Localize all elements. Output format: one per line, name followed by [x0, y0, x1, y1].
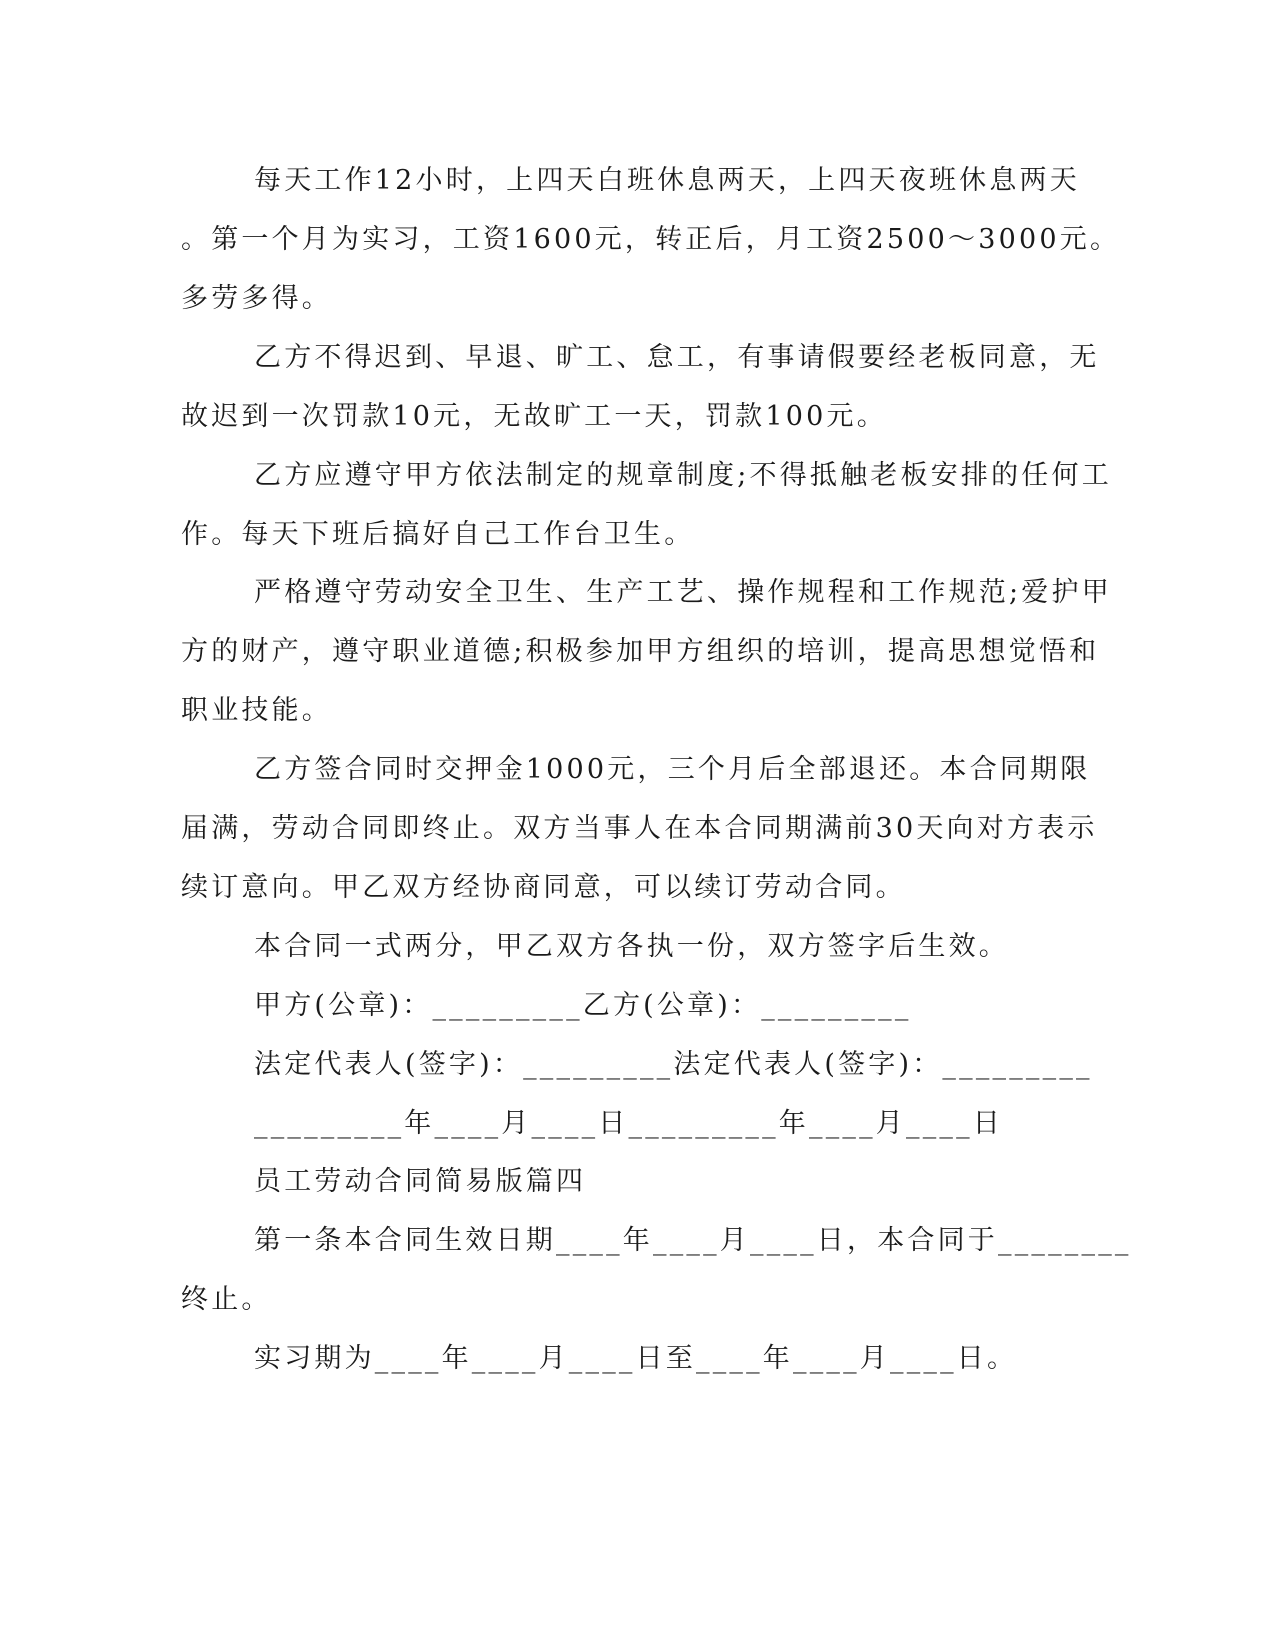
body-line-8: 严格遵守劳动安全卫生、生产工艺、操作规程和工作规范;爱护甲: [254, 577, 1112, 608]
body-line-6: 乙方应遵守甲方依法制定的规章制度;不得抵触老板安排的任何工: [254, 460, 1112, 491]
signature-line-party-seal: 甲方(公章)：_________乙方(公章)：_________: [254, 990, 912, 1021]
body-line-9: 方的财产，遵守职业道德;积极参加甲方组织的培训，提高思想觉悟和: [181, 636, 1100, 667]
body-line-2: 。第一个月为实习，工资1600元，转正后，月工资2500～3000元。: [181, 224, 1121, 255]
signature-line-representative: 法定代表人(签字)：_________法定代表人(签字)：_________: [254, 1049, 1093, 1080]
body-line-13: 续订意向。甲乙双方经协商同意，可以续订劳动合同。: [181, 872, 906, 903]
body-line-3: 多劳多得。: [181, 283, 332, 314]
body-line-14: 本合同一式两分，甲乙双方各执一份，双方签字后生效。: [254, 931, 1009, 962]
body-line-20: 终止。: [181, 1284, 272, 1315]
body-line-1: 每天工作12小时，上四天白班休息两天，上四天夜班休息两天: [254, 165, 1080, 196]
signature-line-date: _________年____月____日_________年____月____日: [254, 1108, 1003, 1139]
body-line-5: 故迟到一次罚款10元，无故旷工一天，罚款100元。: [181, 401, 887, 432]
body-line-12: 届满，劳动合同即终止。双方当事人在本合同期满前30天向对方表示: [181, 813, 1098, 844]
body-line-7: 作。每天下班后搞好自己工作台卫生。: [181, 519, 695, 550]
body-line-19: 第一条本合同生效日期____年____月____日，本合同于________: [254, 1225, 1132, 1256]
section-heading: 员工劳动合同简易版篇四: [254, 1166, 587, 1197]
body-line-10: 职业技能。: [181, 695, 332, 726]
body-line-11: 乙方签合同时交押金1000元，三个月后全部退还。本合同期限: [254, 754, 1091, 785]
body-line-4: 乙方不得迟到、早退、旷工、怠工，有事请假要经老板同意，无: [254, 342, 1100, 373]
body-line-21: 实习期为____年____月____日至____年____月____日。: [254, 1343, 1018, 1374]
